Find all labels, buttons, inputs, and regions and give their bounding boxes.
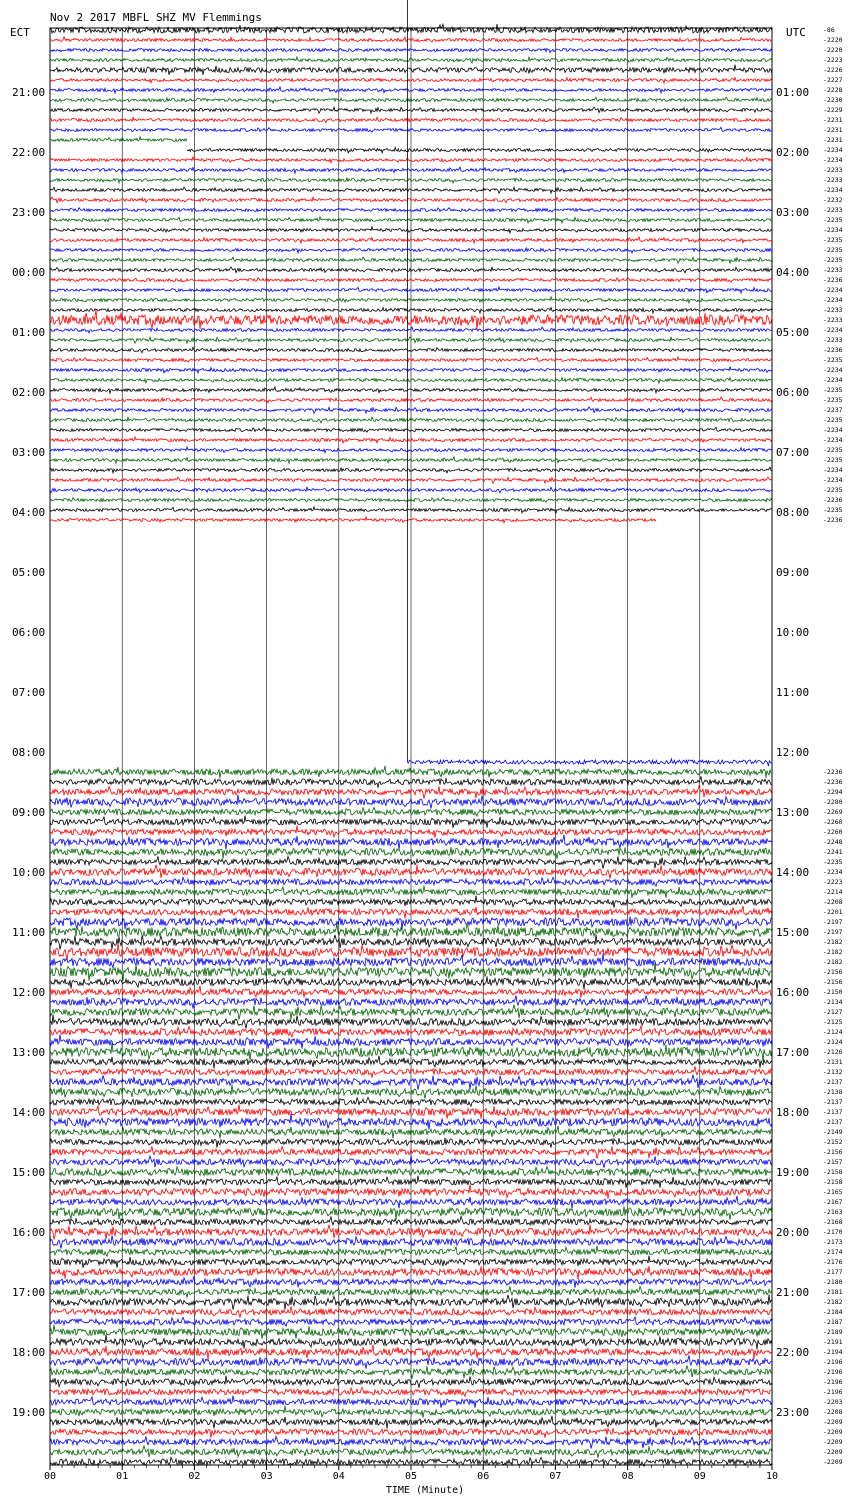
left-axis-label: ECT xyxy=(10,26,30,39)
trace-offset-label: -2197 xyxy=(823,928,843,936)
trace-offset-label: -2231 xyxy=(823,136,843,144)
trace-offset-label: -2232 xyxy=(823,196,843,204)
trace-offset-label: -2180 xyxy=(823,1278,843,1286)
trace-offset-label: -2234 xyxy=(823,376,843,384)
trace-offset-label: -2236 xyxy=(823,778,843,786)
trace-offset-label: -2201 xyxy=(823,908,843,916)
trace-offset-label: -2209 xyxy=(823,1448,843,1456)
trace-offset-label: -2234 xyxy=(823,466,843,474)
trace-offset-label: -2223 xyxy=(823,56,843,64)
trace-offset-label: -2173 xyxy=(823,1238,843,1246)
utc-hour-label: 10:00 xyxy=(776,626,810,639)
trace-offset-label: -2233 xyxy=(823,266,843,274)
trace-offset-label: -2208 xyxy=(823,898,843,906)
utc-hour-label: 20:00 xyxy=(776,1226,810,1239)
trace-offset-label: -2234 xyxy=(823,436,843,444)
trace-offset-label: -2233 xyxy=(823,166,843,174)
utc-hour-label: 13:00 xyxy=(776,806,810,819)
ect-hour-label: 22:00 xyxy=(12,146,46,159)
utc-hour-label: 14:00 xyxy=(776,866,810,879)
trace-offset-label: -2248 xyxy=(823,838,843,846)
trace-offset-label: -2174 xyxy=(823,1248,843,1256)
x-tick-label: 08 xyxy=(621,1471,634,1482)
trace-offset-label: -2158 xyxy=(823,1178,843,1186)
ect-hour-label: 10:00 xyxy=(12,866,46,879)
utc-hour-label: 18:00 xyxy=(776,1106,810,1119)
utc-hour-label: 23:00 xyxy=(776,1406,810,1419)
trace-offset-label: -2235 xyxy=(823,386,843,394)
trace-offset-label: -2236 xyxy=(823,276,843,284)
trace-offset-label: -2234 xyxy=(823,146,843,154)
trace-offset-label: -2234 xyxy=(823,296,843,304)
ect-hour-label: 07:00 xyxy=(12,686,46,699)
trace-offset-label: -2233 xyxy=(823,306,843,314)
trace-offset-label: -2194 xyxy=(823,1348,843,1356)
utc-hour-label: 02:00 xyxy=(776,146,810,159)
trace-offset-label: -2163 xyxy=(823,1208,843,1216)
trace-offset-label: -2235 xyxy=(823,486,843,494)
trace-offset-label: -2236 xyxy=(823,496,843,504)
trace-offset-label: -2235 xyxy=(823,506,843,514)
trace-offset-label: -2124 xyxy=(823,1038,843,1046)
utc-hour-label: 09:00 xyxy=(776,566,810,579)
trace-offset-label: -2234 xyxy=(823,226,843,234)
trace-offset-label: -2260 xyxy=(823,828,843,836)
trace-offset-label: -2269 xyxy=(823,808,843,816)
trace-offset-label: -2226 xyxy=(823,66,843,74)
trace-offset-label: -2235 xyxy=(823,858,843,866)
trace-offset-label: -2235 xyxy=(823,216,843,224)
trace-offset-label: -2170 xyxy=(823,1228,843,1236)
ect-hour-label: 11:00 xyxy=(12,926,46,939)
trace-offset-label: -2214 xyxy=(823,888,843,896)
trace-offset-label: -2233 xyxy=(823,176,843,184)
trace-offset-label: -2228 xyxy=(823,86,843,94)
trace-offset-label: -2156 xyxy=(823,968,843,976)
trace-offset-label: -2131 xyxy=(823,1058,843,1066)
trace-offset-label: -86 xyxy=(823,26,835,34)
trace-offset-label: -2229 xyxy=(823,106,843,114)
utc-hour-label: 22:00 xyxy=(776,1346,810,1359)
trace-offset-label: -2234 xyxy=(823,366,843,374)
utc-hour-label: 08:00 xyxy=(776,506,810,519)
trace-offset-label: -2177 xyxy=(823,1268,843,1276)
trace-offset-label: -2209 xyxy=(823,1418,843,1426)
trace-offset-label: -2196 xyxy=(823,1378,843,1386)
trace-offset-label: -2233 xyxy=(823,336,843,344)
ect-hour-label: 16:00 xyxy=(12,1226,46,1239)
ect-hour-label: 19:00 xyxy=(12,1406,46,1419)
trace-offset-label: -2158 xyxy=(823,1168,843,1176)
ect-hour-label: 00:00 xyxy=(12,266,46,279)
trace-offset-label: -2132 xyxy=(823,1068,843,1076)
trace-offset-label: -2137 xyxy=(823,1118,843,1126)
ect-hour-label: 09:00 xyxy=(12,806,46,819)
trace-offset-label: -2235 xyxy=(823,416,843,424)
utc-hour-label: 16:00 xyxy=(776,986,810,999)
ect-hour-label: 01:00 xyxy=(12,326,46,339)
trace-offset-label: -2138 xyxy=(823,1088,843,1096)
ect-hour-label: 06:00 xyxy=(12,626,46,639)
trace-offset-label: -2184 xyxy=(823,1308,843,1316)
trace-offset-label: -2203 xyxy=(823,1398,843,1406)
ect-hour-label: 23:00 xyxy=(12,206,46,219)
trace-offset-label: -2233 xyxy=(823,206,843,214)
trace-offset-label: -2189 xyxy=(823,1328,843,1336)
x-tick-label: 01 xyxy=(116,1471,129,1482)
trace-offset-label: -2176 xyxy=(823,1258,843,1266)
trace-offset-label: -2137 xyxy=(823,1108,843,1116)
trace-offset-label: -2234 xyxy=(823,426,843,434)
trace-offset-label: -2234 xyxy=(823,286,843,294)
utc-hour-label: 21:00 xyxy=(776,1286,810,1299)
ect-hour-label: 03:00 xyxy=(12,446,46,459)
trace-offset-label: -2220 xyxy=(823,46,843,54)
trace-offset-label: -2191 xyxy=(823,1338,843,1346)
trace-offset-label: -2181 xyxy=(823,1288,843,1296)
chart-title: Nov 2 2017 MBFL SHZ MV Flemmings xyxy=(50,11,262,24)
utc-hour-label: 11:00 xyxy=(776,686,810,699)
trace-offset-label: -2156 xyxy=(823,1148,843,1156)
trace-offset-label: -2208 xyxy=(823,1408,843,1416)
trace-offset-label: -2167 xyxy=(823,1198,843,1206)
trace-offset-label: -2241 xyxy=(823,848,843,856)
x-axis-title: TIME (Minute) xyxy=(385,1485,465,1496)
trace-offset-label: -2220 xyxy=(823,36,843,44)
trace-offset-label: -2235 xyxy=(823,396,843,404)
trace-offset-label: -2235 xyxy=(823,256,843,264)
ect-hour-label: 13:00 xyxy=(12,1046,46,1059)
trace-offset-label: -2168 xyxy=(823,1218,843,1226)
ect-hour-label: 15:00 xyxy=(12,1166,46,1179)
trace-offset-label: -2152 xyxy=(823,1138,843,1146)
trace-offset-label: -2150 xyxy=(823,988,843,996)
trace-offset-label: -2236 xyxy=(823,346,843,354)
ect-hour-label: 18:00 xyxy=(12,1346,46,1359)
trace-offset-label: -2134 xyxy=(823,998,843,1006)
trace-offset-label: -2209 xyxy=(823,1438,843,1446)
trace-offset-label: -2236 xyxy=(823,516,843,524)
trace-offset-label: -2182 xyxy=(823,938,843,946)
trace-offset-label: -2235 xyxy=(823,246,843,254)
trace-offset-label: -2227 xyxy=(823,76,843,84)
ect-hour-label: 12:00 xyxy=(12,986,46,999)
trace-offset-label: -2156 xyxy=(823,978,843,986)
trace-offset-label: -2196 xyxy=(823,1388,843,1396)
ect-hour-label: 14:00 xyxy=(12,1106,46,1119)
utc-hour-label: 04:00 xyxy=(776,266,810,279)
trace-offset-label: -2294 xyxy=(823,788,843,796)
trace-offset-label: -2234 xyxy=(823,868,843,876)
utc-hour-label: 15:00 xyxy=(776,926,810,939)
x-tick-label: 10 xyxy=(765,1471,779,1482)
x-tick-label: 04 xyxy=(332,1471,345,1482)
ect-hour-label: 17:00 xyxy=(12,1286,46,1299)
x-tick-label: 06 xyxy=(477,1471,490,1482)
utc-hour-label: 03:00 xyxy=(776,206,810,219)
utc-hour-label: 12:00 xyxy=(776,746,810,759)
trace-offset-label: -2235 xyxy=(823,356,843,364)
right-axis-label: UTC xyxy=(786,26,806,39)
trace-offset-label: -2196 xyxy=(823,1368,843,1376)
trace-offset-label: -2182 xyxy=(823,958,843,966)
trace-offset-label: -2234 xyxy=(823,326,843,334)
trace-offset-label: -2182 xyxy=(823,1298,843,1306)
trace-offset-label: -2235 xyxy=(823,446,843,454)
x-tick-label: 00 xyxy=(43,1471,57,1482)
x-tick-label: 03 xyxy=(260,1471,273,1482)
trace-offset-label: -2196 xyxy=(823,1358,843,1366)
trace-offset-label: -2234 xyxy=(823,476,843,484)
trace-offset-label: -2209 xyxy=(823,1458,843,1466)
trace-offset-label: -2187 xyxy=(823,1318,843,1326)
x-tick-label: 09 xyxy=(693,1471,706,1482)
trace-offset-label: -2231 xyxy=(823,116,843,124)
ect-hour-label: 21:00 xyxy=(12,86,46,99)
trace-offset-label: -2236 xyxy=(823,768,843,776)
trace-offset-label: -2231 xyxy=(823,126,843,134)
trace-offset-label: -2223 xyxy=(823,878,843,886)
ect-hour-label: 04:00 xyxy=(12,506,46,519)
x-tick-label: 05 xyxy=(404,1471,418,1482)
trace-offset-label: -2157 xyxy=(823,1158,843,1166)
trace-offset-label: -2137 xyxy=(823,1098,843,1106)
trace-offset-label: -2233 xyxy=(823,316,843,324)
trace-offset-label: -2235 xyxy=(823,456,843,464)
trace-offset-label: -2126 xyxy=(823,1048,843,1056)
trace-offset-label: -2125 xyxy=(823,1018,843,1026)
ect-hour-label: 08:00 xyxy=(12,746,46,759)
utc-hour-label: 19:00 xyxy=(776,1166,810,1179)
trace-offset-label: -2124 xyxy=(823,1028,843,1036)
trace-offset-label: -2182 xyxy=(823,948,843,956)
ect-hour-label: 02:00 xyxy=(12,386,46,399)
x-tick-label: 02 xyxy=(188,1471,201,1482)
trace-offset-label: -2149 xyxy=(823,1128,843,1136)
utc-hour-label: 06:00 xyxy=(776,386,810,399)
utc-hour-label: 17:00 xyxy=(776,1046,810,1059)
trace-offset-label: -2197 xyxy=(823,918,843,926)
trace-offset-label: -2280 xyxy=(823,798,843,806)
trace-offset-label: -2137 xyxy=(823,1078,843,1086)
trace-offset-label: -2165 xyxy=(823,1188,843,1196)
x-tick-label: 07 xyxy=(549,1471,562,1482)
trace-offset-label: -2209 xyxy=(823,1428,843,1436)
ect-hour-label: 05:00 xyxy=(12,566,46,579)
utc-hour-label: 01:00 xyxy=(776,86,810,99)
utc-hour-label: 07:00 xyxy=(776,446,810,459)
trace-offset-label: -2234 xyxy=(823,186,843,194)
trace-offset-label: -2230 xyxy=(823,96,843,104)
utc-hour-label: 05:00 xyxy=(776,326,810,339)
trace-offset-label: -2234 xyxy=(823,156,843,164)
trace-offset-label: -2260 xyxy=(823,818,843,826)
trace-offset-label: -2235 xyxy=(823,236,843,244)
trace-offset-label: -2237 xyxy=(823,406,843,414)
trace-offset-label: -2127 xyxy=(823,1008,843,1016)
